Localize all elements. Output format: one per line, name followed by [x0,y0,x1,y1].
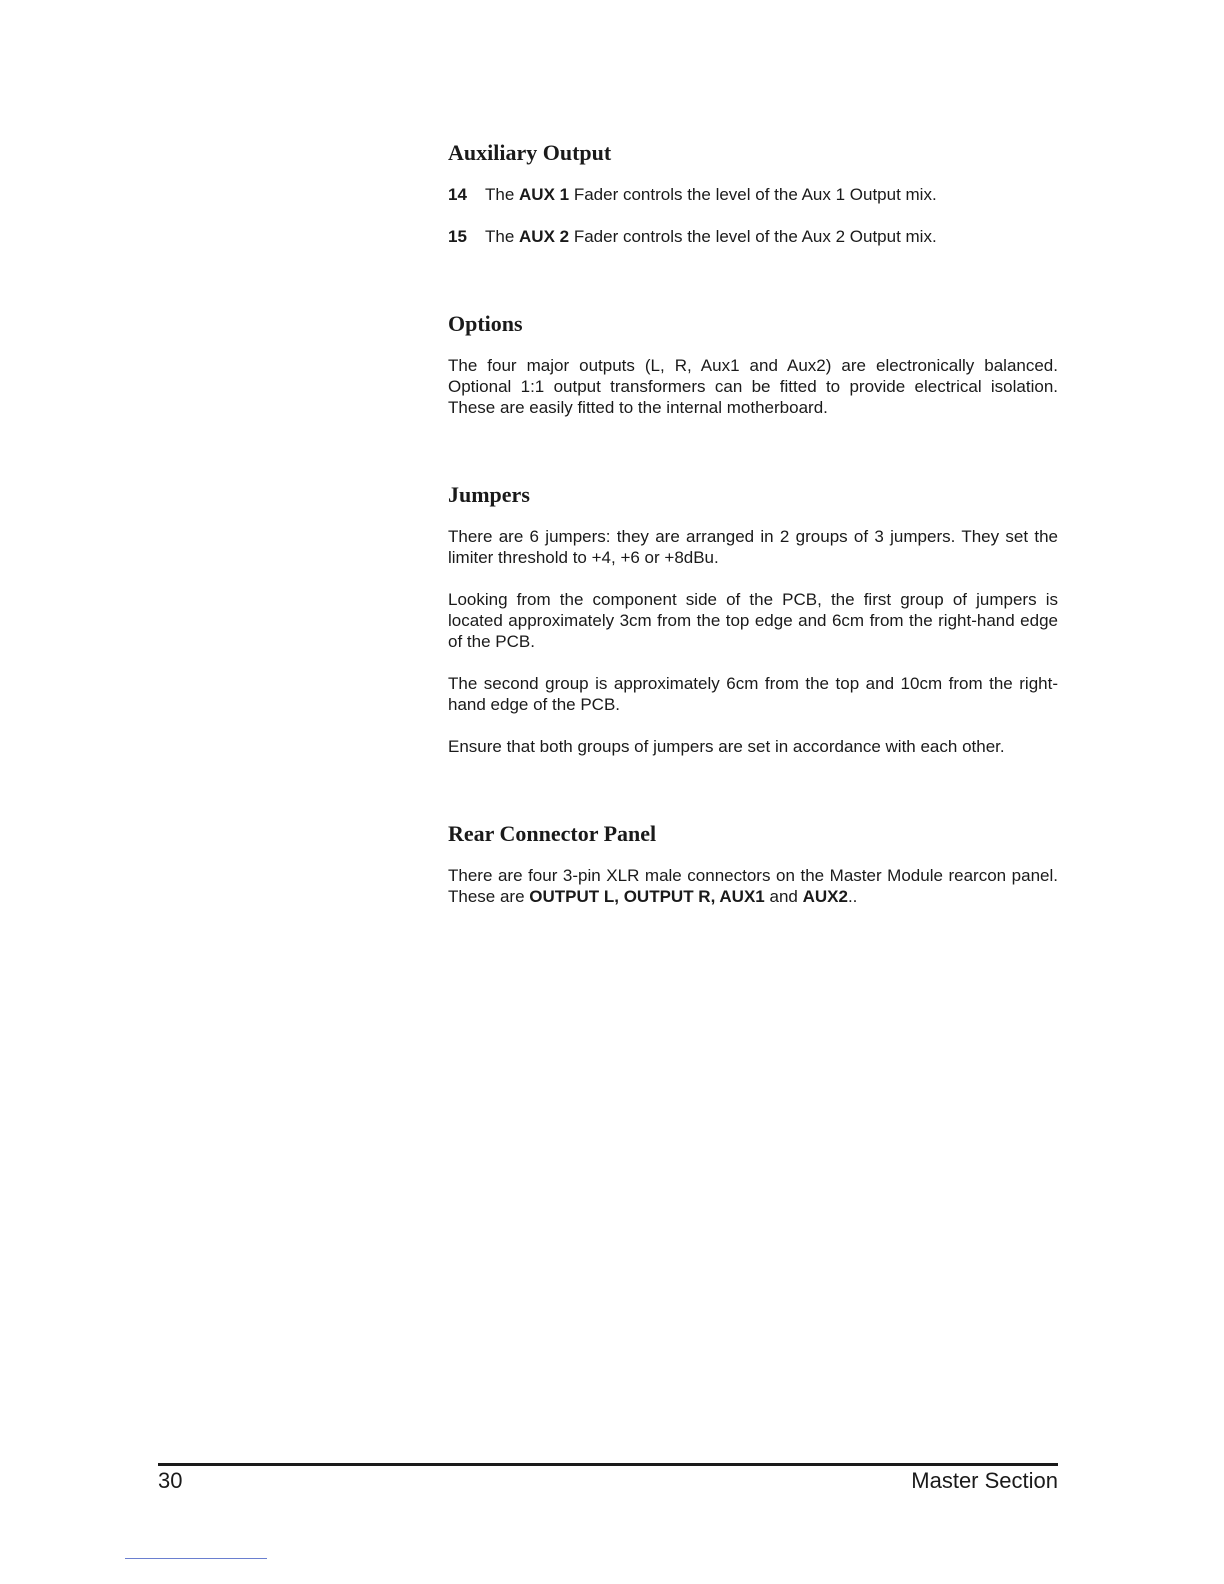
rear-aux2-bold: AUX2 [802,887,848,906]
item-text-post: Fader controls the level of the Aux 2 Output mix. [569,227,937,246]
item-text-pre: The [485,227,520,246]
jumpers-paragraph-1: There are 6 jumpers: they are arranged in 2 groups of 3 jumpers. They set the limiter threshold to +4, +6 or +8dBu. [448,527,1058,567]
jumpers-paragraph-3: The second group is approximately 6cm from the top and 10cm from the right-hand edge of the PCB. [448,674,1058,714]
section-auxiliary-output [448,140,1058,247]
item-text-post: Fader controls the level of the Aux 1 Output mix. [569,185,937,204]
section-jumpers [448,482,1058,757]
item-text-bold: AUX 2 [519,227,570,246]
item-number: 15 [448,227,467,246]
section-rear-connector-panel [448,821,1058,907]
options-paragraph: The four major outputs (L, R, Aux1 and Aux2) are electronically balanced. Optional 1:1 output transformers can be fitted to provide electrical isolation. These are easily fitted to the internal motherboard. [448,356,1058,417]
rear-text-post: .. [847,887,858,906]
footer-rule [158,1463,1058,1466]
item-number: 14 [448,185,467,204]
jumpers-paragraph-2: Looking from the component side of the PCB, the first group of jumpers is located approximately 3cm from the top edge and 6cm from the right-hand edge of the PCB. [448,590,1058,651]
list-item [448,184,1058,205]
heading-options: Options [448,311,523,336]
heading-jumpers: Jumpers [448,482,530,507]
list-item [448,226,1058,247]
rear-paragraph [448,865,1058,907]
footer-section-name: Master Section [911,1468,1058,1493]
jumpers-paragraph-4: Ensure that both groups of jumpers are set in accordance with each other. [448,737,1005,756]
item-text-bold: AUX 1 [519,185,570,204]
rear-text-pre: There are four 3-pin XLR male connectors on the Master Module rearcon panel. These are [448,866,1058,906]
page-content [448,140,1058,928]
rear-outputs-bold: OUTPUT L, OUTPUT R, AUX1 [529,887,765,906]
heading-auxiliary-output: Auxiliary Output [448,140,612,165]
item-text-pre: The [485,185,520,204]
heading-rear-connector-panel: Rear Connector Panel [448,821,657,846]
rear-text-mid: and [764,887,803,906]
link-underline [125,1558,267,1559]
section-options [448,311,1058,418]
page-number: 30 [158,1468,183,1493]
